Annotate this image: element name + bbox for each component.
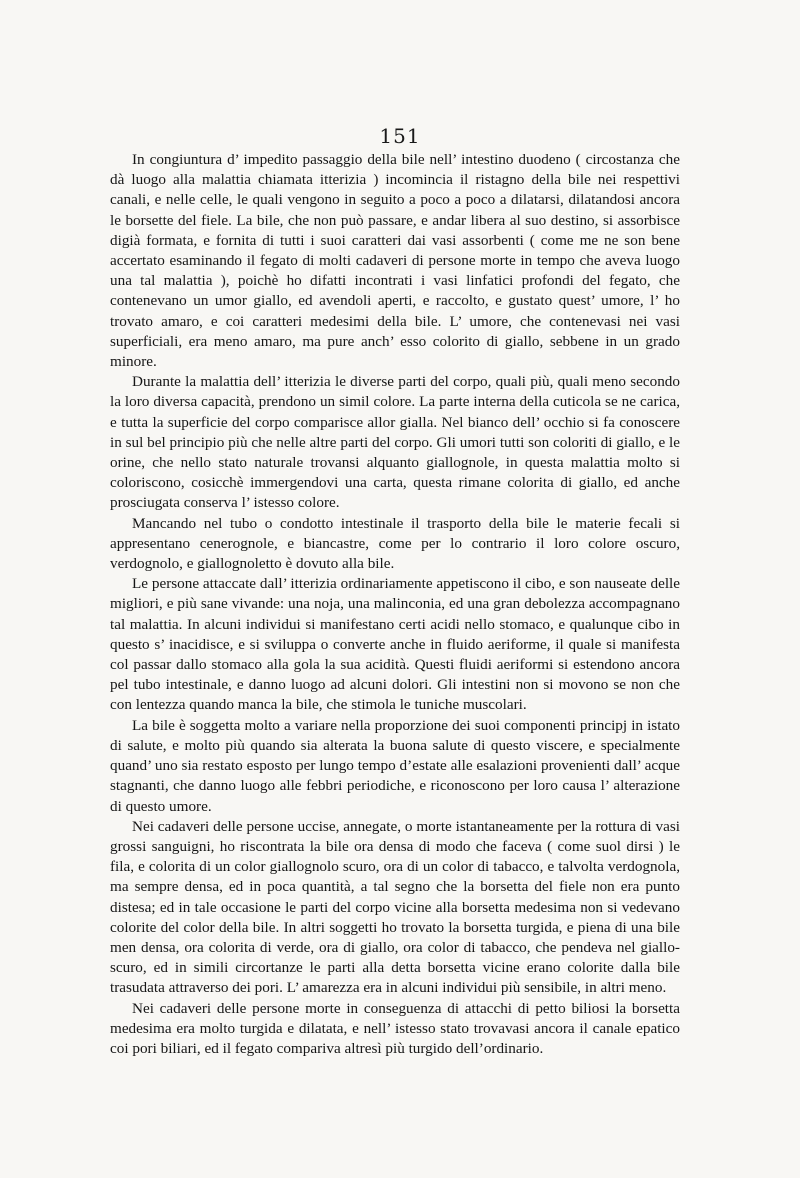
paragraph: Nei cadaveri delle persone morte in conseguenza di attacchi di petto biliosi la borsetta medesima era molto turgida e dilatata, e nell’ istesso stato trovavasi ancora il canale epatico coi pori biliari, ed il fegato compariva altresì più turgido dell’ordinario. [110, 999, 680, 1057]
body-text [110, 150, 680, 1059]
page-number: 151 [379, 124, 421, 148]
paragraph: Nei cadaveri delle persone uccise, annegate, o morte istantaneamente per la rottura di vasi grossi sanguigni, ho riscontrata la bile ora densa di modo che faceva ( come suol dirsi ) le fila, e colorita di un color giallognolo scuro, ora di un color di tabacco, e talvolta verdognola, ma sempre densa, ed in poca quantità, a tal segno che la borsetta del fiele non era punto distesa; ed in tale occasione le parti del corpo vicine alla borsetta medesima non si vedevano colorite del color della bile. In altri soggetti ho trovato la borsetta turgida, e piena di una bile men densa, ora colorita di verde, ora di giallo, ora color di tabacco, che pendeva nel giallo-scuro, ed in simili circortanze le parti alla detta borsetta vicine erano colorite dalla bile trasudata attraverso dei pori. L’ amarezza era in alcuni individui più sensibile, in altri meno. [110, 817, 680, 997]
paragraph: La bile è soggetta molto a variare nella proporzione dei suoi componenti principj in istato di salute, e molto più quando sia alterata la buona salute di questo viscere, e specialmente quand’ uno sia restato esposto per lungo tempo d’estate alle esalazioni provenienti dall’ acque stagnanti, che danno luogo alle febbri periodiche, e riconoscono per loro causa l’ alterazione di questo umore. [110, 716, 680, 815]
paragraph: Le persone attaccate dall’ itterizia ordinariamente appetiscono il cibo, e son nauseate delle migliori, e più sane vivande: una noja, una malinconia, ed una gran debolezza accompagnano tal malattia. In alcuni individui si manifestano certi acidi nello stomaco, e qualunque cibo in questo s’ inacidisce, e si sviluppa o converte anche in fluido aeriforme, il quale si manifesta col passar dallo stomaco alla gola la sua acidità. Questi fluidi aeriformi si estendono ancora pel tubo intestinale, e danno luogo ad alcuni dolori. Gli intestini non si movono se non che con lentezza quando manca la bile, che stimola le tuniche muscolari. [110, 575, 680, 714]
paragraph: Mancando nel tubo o condotto intestinale il trasporto della bile le materie fecali si appresentano cenerognole, e biancastre, come per lo contrario il loro colore oscuro, verdognolo, e giallognoletto è dovuto alla bile. [110, 514, 680, 573]
paragraph: Durante la malattia dell’ itterizia le diverse parti del corpo, quali più, quali meno secondo la loro diversa capacità, prendono un simil colore. La parte interna della cuticola se ne carica, e tutta la superficie del corpo comparisce allor gialla. Nel bianco dell’ occhio si fa conoscere in sul bel principio più che nelle altre parti del corpo. Gli umori tutti son coloriti di giallo, e le orine, che nello stato naturale trovansi alquanto giallognole, in questa malattia molto si coloriscono, cosicchè immergendovi una carta, questa rimane colorita di giallo, ed anche prosciugata conserva l’ istesso colore. [110, 373, 680, 512]
paragraph: In congiuntura d’ impedito passaggio della bile nell’ intestino duodeno ( circostanza che dà luogo alla malattia chiamata itterizia ) incomincia il ristagno della bile nei respettivi canali, e nelle celle, le quali vengono in seguito a poco a poco a dilatarsi, dilatandosi ancora le borsette del fiele. La bile, che non può passare, e andar libera al suo destino, si assorbisce digià formata, e fornita di tutti i suoi caratteri dai vasi assorbenti ( come me ne son bene accertato esaminando il fegato di molti cadaveri di persone morte in tempo che aveva luogo una tal malattia ), poichè ho difatti incontrati i vasi linfatici profondi del fegato, che contenevano un umor giallo, ed avendoli aperti, e raccolto, e gustato quest’ umore, l’ ho trovato amaro, e coi caratteri medesimi della bile. L’ umore, che contenevasi nei vasi superficiali, era meno amaro, ma pure anch’ esso colorito di giallo, sebbene in un grado minore. [110, 151, 680, 371]
